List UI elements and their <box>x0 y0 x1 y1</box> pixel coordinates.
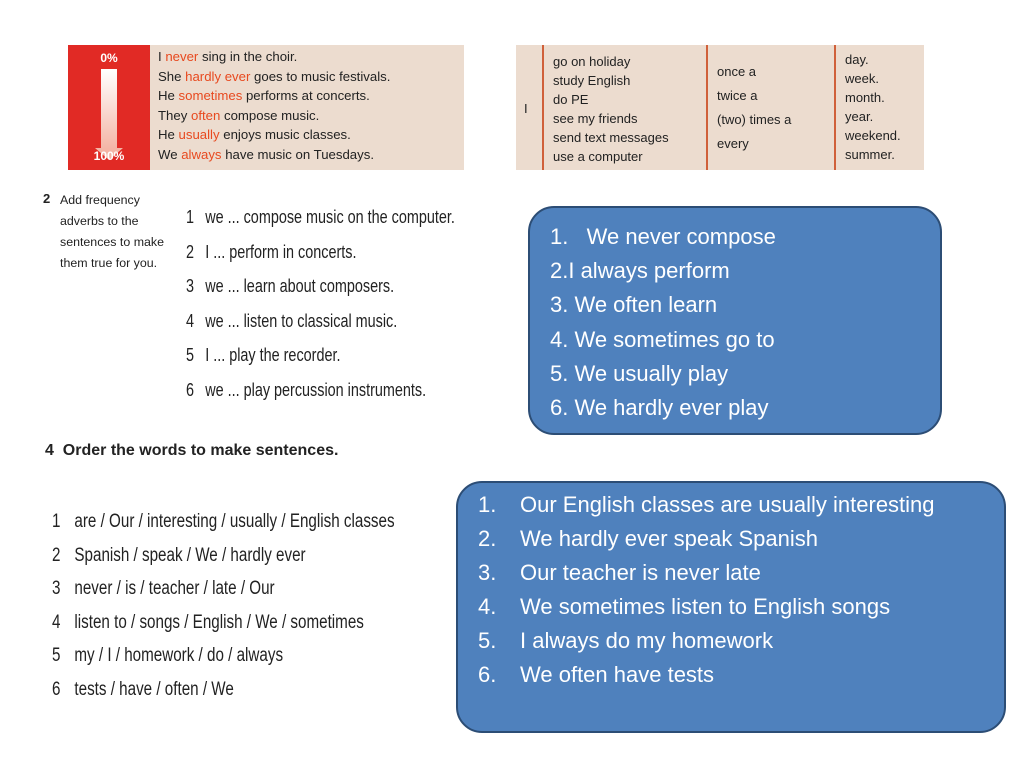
frequency-item: every <box>717 136 749 151</box>
answer-item: 6. We often have tests <box>478 662 715 687</box>
frequency-sentence: I never sing in the choir. <box>158 49 298 64</box>
exercise4-list <box>52 505 395 706</box>
answers-exercise4-list <box>478 488 988 692</box>
frequency-sentence: They often compose music. <box>158 107 320 123</box>
period-item: week. <box>845 71 879 86</box>
frequency-scale-panel <box>68 45 464 170</box>
exercise2-item: 5 I ... play the recorder. <box>186 345 341 365</box>
exercise4-title: Order the words to make sentences. <box>62 442 339 459</box>
activity-item: use a computer <box>553 149 643 164</box>
frequency-sentence: She hardly ever goes to music festivals. <box>158 68 391 84</box>
exercise2-instruction: Add frequency adverbs to the sentences to make them true for you. <box>60 193 165 270</box>
exercise2-list <box>186 200 455 407</box>
period-item: month. <box>845 90 885 105</box>
adverb-highlight: never <box>165 49 199 64</box>
answer-item: 2. We hardly ever speak Spanish <box>478 526 818 551</box>
exercise2-number: 2 <box>43 191 51 206</box>
time-expressions-table <box>516 45 924 170</box>
frequency-item: (two) times a <box>717 112 792 127</box>
period-item: weekend. <box>845 128 901 143</box>
exercise4-item: 6 tests / have / often / We <box>52 678 234 700</box>
table-subject: I <box>524 101 528 116</box>
exercise4-item: 5 my / I / homework / do / always <box>52 645 284 666</box>
exercise4-number: 4 <box>45 442 54 459</box>
frequency-scale-bar <box>68 45 150 170</box>
answer-line: 1. We never compose <box>550 224 776 249</box>
answer-item: 1. Our English classes are usually interesting <box>478 492 935 517</box>
exercise2-item: 4 we ... listen to classical music. <box>186 310 398 331</box>
adverb-highlight: often <box>190 107 221 123</box>
answer-line: 5. We usually play <box>550 360 729 386</box>
scale-bottom-percent: 100% <box>93 149 125 163</box>
answer-line: 2.I always perform <box>550 258 730 284</box>
period-item: year. <box>845 109 874 124</box>
answer-item: 5. I always do my homework <box>478 628 774 653</box>
activity-item: send text messages <box>553 130 669 145</box>
table-activities <box>553 52 669 166</box>
period-item: summer. <box>845 147 895 162</box>
exercise2-item: 2 I ... perform in concerts. <box>186 241 357 262</box>
frequency-item: twice a <box>717 88 758 103</box>
frequency-sentences <box>158 47 390 165</box>
exercise4-item: 2 Spanish / speak / We / hardly ever <box>52 544 306 566</box>
answers-exercise4-box <box>456 481 1006 733</box>
adverb-highlight: hardly ever <box>185 68 251 84</box>
activity-item: see my friends <box>553 111 638 126</box>
answer-item: 4. We sometimes listen to English songs <box>478 594 891 619</box>
frequency-sentence: He usually enjoys music classes. <box>158 127 351 143</box>
answer-line: 4. We sometimes go to <box>550 326 775 352</box>
answers-exercise2-list <box>550 220 776 425</box>
exercise2-item: 1 we ... compose music on the computer. <box>186 207 455 227</box>
frequency-sentence: He sometimes performs at concerts. <box>158 88 370 104</box>
table-periods <box>845 50 901 164</box>
answers-exercise2-box <box>528 206 942 435</box>
period-item: day. <box>845 52 869 67</box>
adverb-highlight: always <box>181 146 222 162</box>
answer-line: 6. We hardly ever play <box>550 395 769 421</box>
exercise2-item: 6 we ... play percussion instruments. <box>186 379 427 400</box>
frequency-sentence: We always have music on Tuesdays. <box>158 146 374 162</box>
activity-item: study English <box>553 73 631 88</box>
activity-item: do PE <box>553 92 589 107</box>
scale-top-percent: 0% <box>100 51 118 65</box>
table-divider <box>706 45 708 170</box>
down-arrow-icon <box>101 69 117 149</box>
activity-item: go on holiday <box>553 54 631 69</box>
adverb-highlight: usually <box>178 127 220 143</box>
exercise4-item: 3 never / is / teacher / late / Our <box>52 578 275 599</box>
table-frequencies <box>717 60 791 156</box>
adverb-highlight: sometimes <box>178 88 243 104</box>
frequency-item: once a <box>717 64 757 79</box>
exercise4-item: 4 listen to / songs / English / We / sometimes <box>52 611 364 633</box>
exercise4-heading <box>45 442 338 460</box>
answer-line: 3. We often learn <box>550 292 718 318</box>
exercise2-item: 3 we ... learn about composers. <box>186 276 395 296</box>
answer-item: 3. Our teacher is never late <box>478 560 761 585</box>
table-divider <box>834 45 836 170</box>
table-divider <box>542 45 544 170</box>
exercise4-item: 1 are / Our / interesting / usually / English classes <box>52 511 395 532</box>
